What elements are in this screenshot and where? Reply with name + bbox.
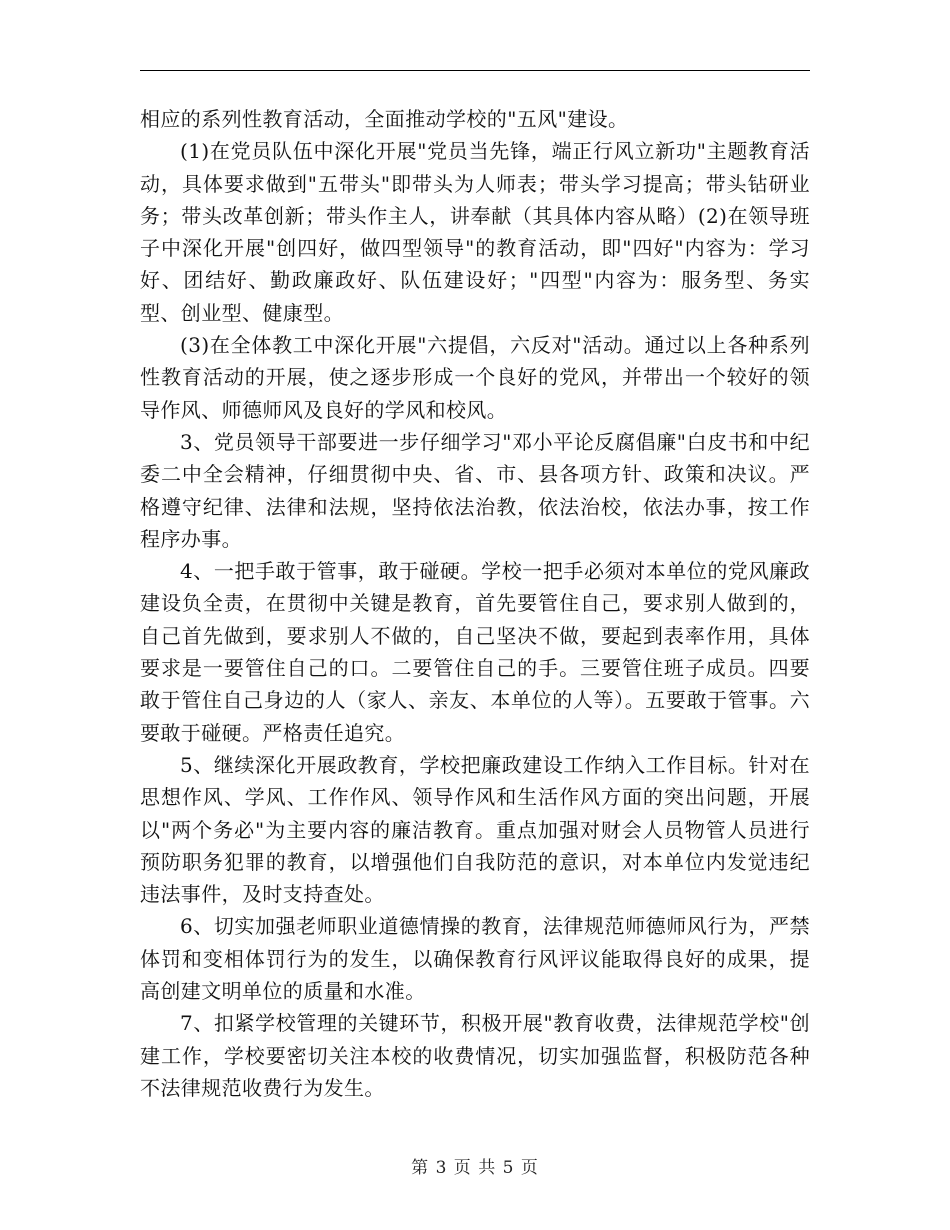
paragraph-6: 5、继续深化开展政教育，学校把廉政建设工作纳入工作目标。针对在思想作风、学风、工作作风、领导作风和生活作风方面的突出问题，开展以"两个务必"为主要内容的廉洁教育。重点加强对财会人员物管人员进行预防职务犯罪的教育，以增强他们自我防范的意识，对本单位内发觉违纪违法事件，及时支持查处。 (140, 752, 810, 907)
paragraph-7: 6、切实加强老师职业道德情操的教育，法律规范师德师风行为，严禁体罚和变相体罚行为的发生，以确保教育行风评议能取得良好的成果，提高创建文明单位的质量和水准。 (140, 914, 810, 1004)
document-body (140, 103, 810, 1104)
paragraph-2: (1)在党员队伍中深化开展"党员当先锋，端正行风立新功"主题教育活动，具体要求做到"五带头"即带头为人师表；带头学习提高；带头钻研业务；带头改革创新；带头作主人，讲奉献（其具体内容从略）(2)在领导班子中深化开展"创四好，做四型领导"的教育活动，即"四好"内容为：学习好、团结好、勤政廉政好、队伍建设好；"四型"内容为：服务型、务实型、创业型、健康型。 (140, 139, 810, 325)
paragraph-8: 7、扣紧学校管理的关键环节，积极开展"教育收费，法律规范学校"创建工作，学校要密切关注本校的收费情况，切实加强监督，积极防范各种不法律规范收费行为发生。 (140, 1011, 810, 1100)
paragraph-1: 相应的系列性教育活动，全面推动学校的"五风"建设。 (140, 107, 629, 131)
paragraph-5: 4、一把手敢于管事，敢于碰硬。学校一把手必须对本单位的党风廉政建设负全责，在贯彻中关键是教育，首先要管住自己，要求别人做到的，自己首先做到，要求别人不做的，自己坚决不做，要起到表率作用，具体要求是一要管住自己的口。二要管住自己的手。三要管住班子成员。四要敢于管住自己身边的人（家人、亲友、本单位的人等）。五要敢于管事。六要敢于碰硬。严格责任追究。 (140, 559, 810, 745)
paragraph-3: (3)在全体教工中深化开展"六提倡，六反对"活动。通过以上各种系列性教育活动的开展，使之逐步形成一个良好的党风，并带出一个较好的领导作风、师德师风及良好的学风和校风。 (140, 333, 810, 422)
paragraph-4: 3、党员领导干部要进一步仔细学习"邓小平论反腐倡廉"白皮书和中纪委二中全会精神，仔细贯彻中央、省、市、县各项方针、政策和决议。严格遵守纪律、法律和法规，坚持依法治教，依法治校，依法办事，按工作程序办事。 (140, 429, 810, 551)
header-rule (140, 70, 810, 71)
page-number: 第 3 页 共 5 页 (411, 1158, 539, 1178)
